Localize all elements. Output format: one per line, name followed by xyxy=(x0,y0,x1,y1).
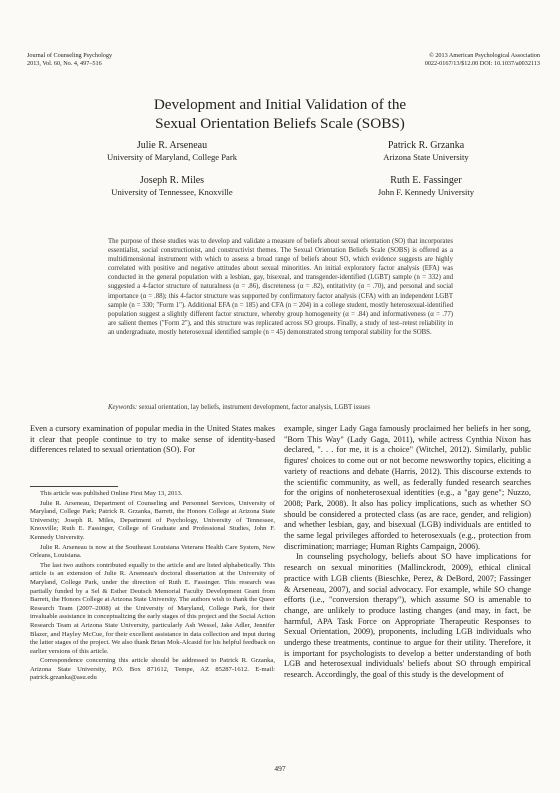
author-name: Julie R. Arseneau xyxy=(136,140,208,151)
doi-line: 0022-0167/13/$12.00 DOI: 10.1037/a0032113 xyxy=(424,59,540,67)
abstract: The purpose of these studies was to develop and validate a measure of beliefs about sexual orientation (SO) that incorporates essentialist, social constructionist, and constructivist themes. The Sexual Orientation Beliefs Scale (SOBS) is offered as a multidimensional instrument with which to assess a broad range of beliefs about SO, which evidence suggests are highly correlated with positive and negative attitudes about sexual minorities. An initial exploratory factor analysis (EFA) was conducted in the general population with a lesbian, gay, bisexual, and transgender-identified (LGBT) sample (n = 332) and suggested a 4-factor structure of naturalness (α = .86), discreteness (α = .82), entitativity (α = .70), and personal and social importance (α = .88); this 4-factor structure was supported by confirmatory factor analysis (CFA) with an independent LGBT sample (n = 330; "Form 1"). Additional EFA (n = 185) and CFA (n = 204) in a college student, mostly heterosexual-identified population suggest a slightly different factor structure, whereby group homogeneity (α = .84) and informativeness (α = .77) are salient themes ("Form 2"), and this structure was replicated across SO groups. Finally, a study of test–retest reliability in an undergraduate, mostly heterosexual identified sample (n = 45) demonstrated strong temporal stability for the SOBS. xyxy=(108,238,453,336)
author-name: Joseph R. Miles xyxy=(139,175,205,186)
author-block xyxy=(336,175,516,198)
keywords xyxy=(108,403,453,412)
author-name: Ruth E. Fassinger xyxy=(390,175,462,186)
footnote: Julie R. Arseneau is now at the Southeast Louisiana Veterans Health Care System, New Orleans, Louisiana. xyxy=(30,543,275,560)
keywords-text: sexual orientation, lay beliefs, instrument development, factor analysis, LGBT issues xyxy=(138,404,371,411)
footnote-divider xyxy=(30,486,118,487)
title-line-2: Sexual Orientation Beliefs Scale (SOBS) xyxy=(155,115,405,132)
author-block xyxy=(72,140,272,163)
footnotes xyxy=(30,490,275,684)
body-paragraph: example, singer Lady Gaga famously proclaimed her beliefs in her song, "Born This Way" (Lady Gaga, 2011), while actress Cynthia Nixon has declared, ". . . for me, it is a choice" (Witchel, 2012). Similarly, public figures' choices to come out or not become newsworthy topics, eliciting a variety of reactions and debate (Harris, 2012). This discourse extends to the scientific community, as well, as federally funded research searches for the origins of nonheterosexual identities (e.g., a "gay gene"; Nuzzo, 2008; Park, 2008). It also has policy implications, such as whether SO should be considered a protected class (as are race, gender, and religion) and whether lesbian, gay, and bisexual (LGB) individuals are entitled to the same legal privileges afforded to heterosexuals (e.g., protection from discrimination; marriage; Human Rights Campaign, 2006). xyxy=(284,424,531,551)
journal-volume: 2013, Vol. 60, No. 4, 497–516 xyxy=(27,59,102,67)
body-column-right xyxy=(284,424,531,681)
author-name: Patrick R. Grzanka xyxy=(387,140,465,151)
journal-name: Journal of Counseling Psychology xyxy=(27,52,113,59)
title-line-1: Development and Initial Validation of the xyxy=(153,96,407,113)
article-title xyxy=(0,95,560,133)
author-affiliation: John F. Kennedy University xyxy=(377,187,475,197)
body-paragraph: In counseling psychology, beliefs about SO have implications for research on sexual minorities (Mallinckrodt, 2009), ethical clinical practice with LGB clients (Bieschke, Perez, & DeBord, 2007; Fassinger & Arseneau, 2007), and social advocacy. For example, while SO change efforts (i.e., "conversion therapy"), which assume SO is amenable to change, are unlikely to produce lasting changes (and may, in fact, be harmful, APA Task Force on Appropriate Therapeutic Responses to Sexual Orientation, 2009), proponents, including LGB individuals who undergo these treatments, continue to argue for their utility. Therefore, it is important for psychologists to develop a better understanding of both LGB and heterosexual individuals' beliefs about SO through empirical research. Accordingly, the goal of this study is the development of xyxy=(284,552,531,680)
author-affiliation: University of Maryland, College Park xyxy=(106,152,238,162)
footnote: The last two authors contributed equally to the article and are listed alphabetically. This article is an extension of Julie R. Arseneau's doctoral dissertation at the University of Maryland, College Park, under the direction of Ruth E. Fassinger. This research was partially funded by a Sel & Esther Deutsch Memorial Faculty Development Grant from Barrett, the Honors College at Arizona State University. The authors wish to thank the Queer Research Team (2007–2008) at the University of Maryland, College Park, for their invaluable assistance in conceptualizing the early stages of this project and the Social Action Research Team at Arizona State University, particularly Ash Wessel, Jake Adler, Jennifer Blazer, and Hayley McCue, for their excellent assistance in data collection and input during the latter stages of the project. We also thank Brian Mok-Alcasid for his helpful feedback on earlier versions of this article. xyxy=(30,561,275,655)
author-block xyxy=(72,175,272,198)
footnote: Correspondence concerning this article should be addressed to Patrick R. Grzanka, Arizona State University, P.O. Box 871612, Tempe, AZ 85287-1612. E-mail: patrick.grzanka@asu.edu xyxy=(30,657,275,682)
keywords-label: Keywords: xyxy=(108,404,138,411)
copyright-line: © 2013 American Psychological Association xyxy=(429,52,540,59)
journal-info xyxy=(27,52,247,68)
author-block xyxy=(336,140,516,163)
body-paragraph: Even a cursory examination of popular media in the United States makes it clear that people continue to try to make sense of identity-based differences related to sexual orientation (SO). For xyxy=(30,424,275,455)
copyright-info xyxy=(310,52,540,68)
footnote: This article was published Online First May 13, 2013. xyxy=(40,490,183,497)
author-affiliation: University of Tennessee, Knoxville xyxy=(111,187,233,197)
author-affiliation: Arizona State University xyxy=(383,152,469,162)
page-number: 497 xyxy=(274,764,286,773)
body-column-left xyxy=(30,424,275,456)
footnote: Julie R. Arseneau, Department of Counseling and Personnel Services, University of Maryland, College Park; Patrick R. Grzanka, Barrett, the Honors College at Arizona State University; Joseph R. Miles, Department of Psychology, University of Tennessee, Knoxville; Ruth E. Fassinger, College of Graduate and Professional Studies, John F. Kennedy University. xyxy=(30,499,275,541)
